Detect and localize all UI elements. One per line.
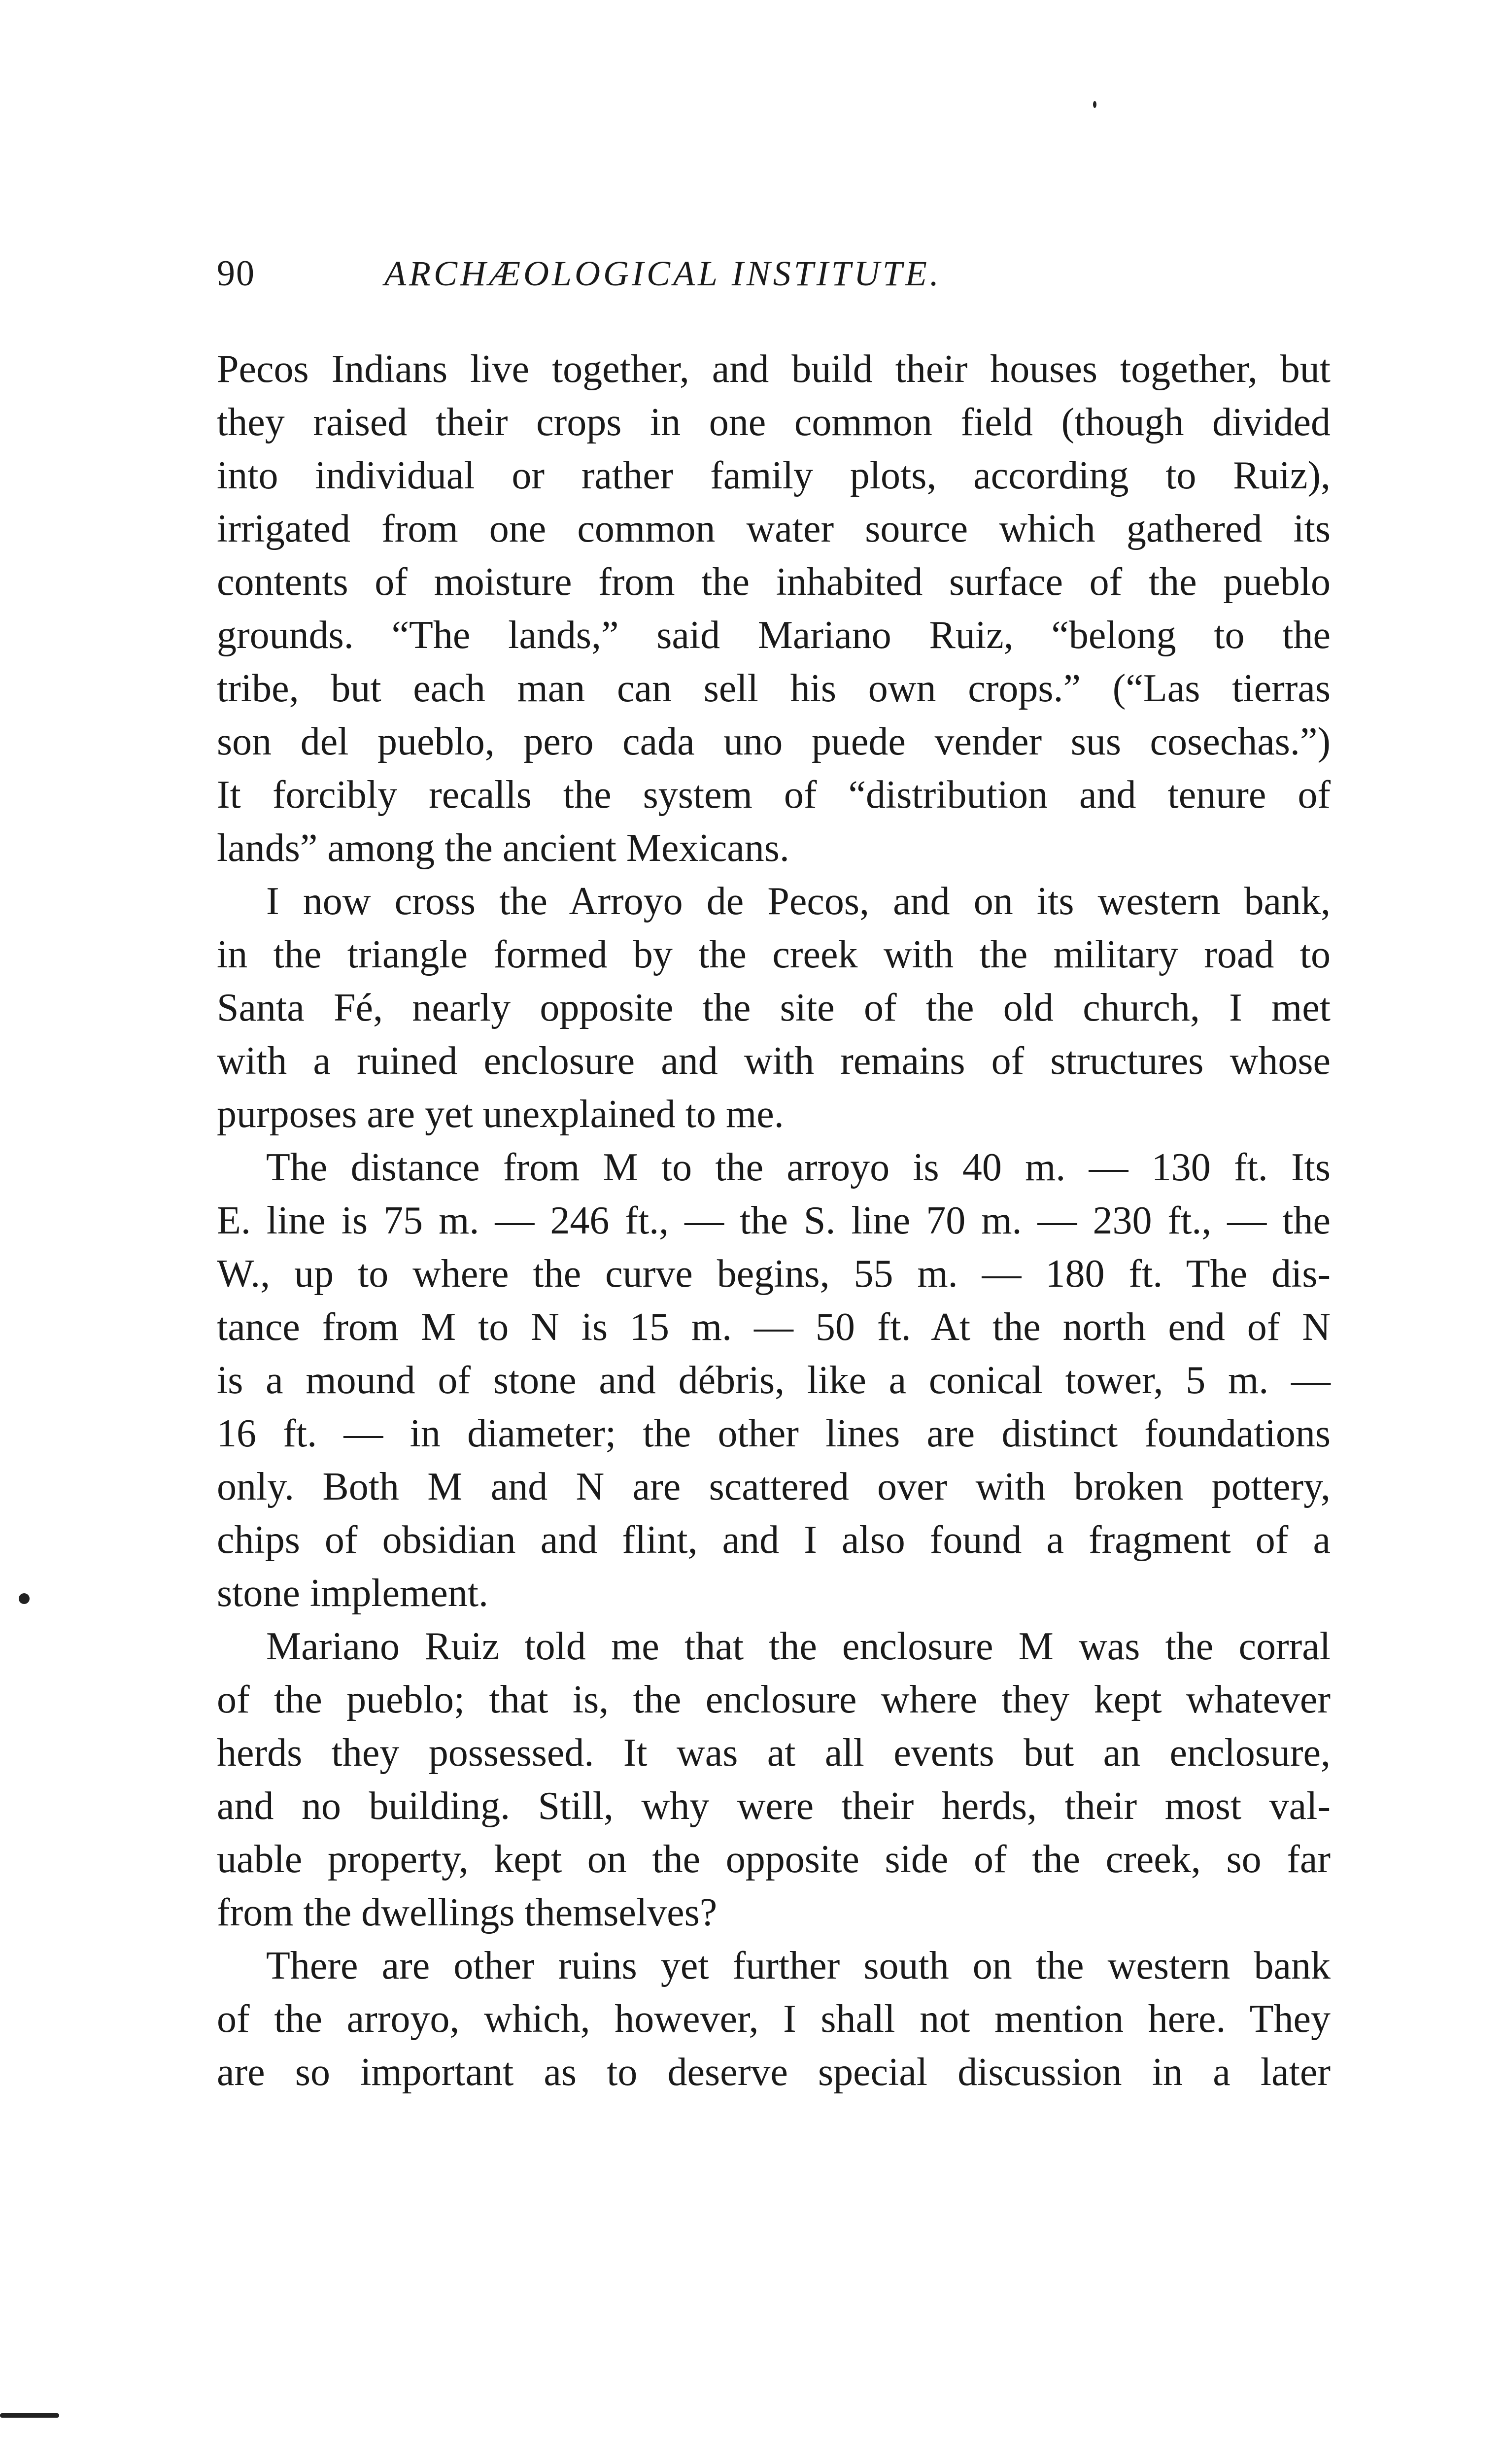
text-line: Pecos Indians live together, and build their houses together, but bbox=[217, 347, 1331, 391]
paragraph-3 bbox=[217, 1141, 1331, 1620]
text-line: grounds. “The lands,” said Mariano Ruiz, “belong to the bbox=[217, 614, 1331, 657]
paragraph-5 bbox=[217, 1939, 1331, 2099]
text-line: of the arroyo, which, however, I shall not mention here. They bbox=[217, 1997, 1331, 2041]
text-line: uable property, kept on the opposite side of the creek, so far bbox=[217, 1838, 1331, 1881]
text-line: E. line is 75 m. — 246 ft., — the S. line 70 m. — 230 ft., — the bbox=[217, 1199, 1331, 1242]
text-line: only. Both M and N are scattered over with broken pottery, bbox=[217, 1465, 1331, 1508]
text-line: and no building. Still, why were their herds, their most val- bbox=[217, 1784, 1331, 1828]
text-line: Santa Fé, nearly opposite the site of the old church, I met bbox=[217, 986, 1331, 1029]
text-line: in the triangle formed by the creek with the military road to bbox=[217, 933, 1331, 976]
page-header bbox=[217, 246, 1331, 310]
text-line: There are other ruins yet further south on the western bank bbox=[266, 1944, 1331, 1987]
scan-edge-mark bbox=[0, 2413, 59, 2418]
paragraph-4 bbox=[217, 1620, 1331, 1939]
scan-speck bbox=[19, 1593, 30, 1604]
paragraph-2 bbox=[217, 875, 1331, 1141]
running-head: ARCHÆOLOGICAL INSTITUTE. bbox=[384, 254, 942, 293]
text-line: son del pueblo, pero cada uno puede vender sus cosechas.”) bbox=[217, 720, 1331, 763]
text-line: contents of moisture from the inhabited surface of the pueblo bbox=[217, 560, 1331, 604]
text-line: Mariano Ruiz told me that the enclosure M was the corral bbox=[266, 1625, 1331, 1668]
text-line: herds they possessed. It was at all events but an enclosure, bbox=[217, 1731, 1331, 1775]
text-line: from the dwellings themselves? bbox=[217, 1891, 718, 1934]
text-line: irrigated from one common water source which gathered its bbox=[217, 507, 1331, 550]
text-line: The distance from M to the arroyo is 40 m. — 130 ft. Its bbox=[266, 1146, 1331, 1189]
text-line: lands” among the ancient Mexicans. bbox=[217, 826, 789, 870]
text-line: purposes are yet unexplained to me. bbox=[217, 1093, 784, 1136]
body-text bbox=[217, 342, 1331, 2099]
text-line: W., up to where the curve begins, 55 m. — 180 ft. The dis- bbox=[217, 1252, 1331, 1296]
text-line: tance from M to N is 15 m. — 50 ft. At the north end of N bbox=[217, 1305, 1331, 1349]
text-line: stone implement. bbox=[217, 1572, 489, 1615]
text-line: I now cross the Arroyo de Pecos, and on its western bank, bbox=[266, 880, 1331, 923]
text-line: is a mound of stone and débris, like a conical tower, 5 m. — bbox=[217, 1359, 1331, 1402]
text-line: of the pueblo; that is, the enclosure where they kept whatever bbox=[217, 1678, 1331, 1721]
text-line: 16 ft. — in diameter; the other lines are distinct foundations bbox=[217, 1412, 1331, 1455]
text-line: chips of obsidian and flint, and I also found a fragment of a bbox=[217, 1518, 1331, 1562]
text-line: into individual or rather family plots, according to Ruiz), bbox=[217, 454, 1331, 497]
text-line: It forcibly recalls the system of “distribution and tenure of bbox=[217, 773, 1331, 817]
paragraph-1 bbox=[217, 342, 1331, 875]
page-number: 90 bbox=[217, 253, 255, 294]
text-line: tribe, but each man can sell his own crops.” (“Las tierras bbox=[217, 667, 1331, 710]
text-line: they raised their crops in one common field (though divided bbox=[217, 401, 1331, 444]
text-line: are so important as to deserve special discussion in a later bbox=[217, 2051, 1331, 2094]
text-line: with a ruined enclosure and with remains of structures whose bbox=[217, 1039, 1331, 1083]
scan-speck bbox=[1093, 101, 1096, 108]
